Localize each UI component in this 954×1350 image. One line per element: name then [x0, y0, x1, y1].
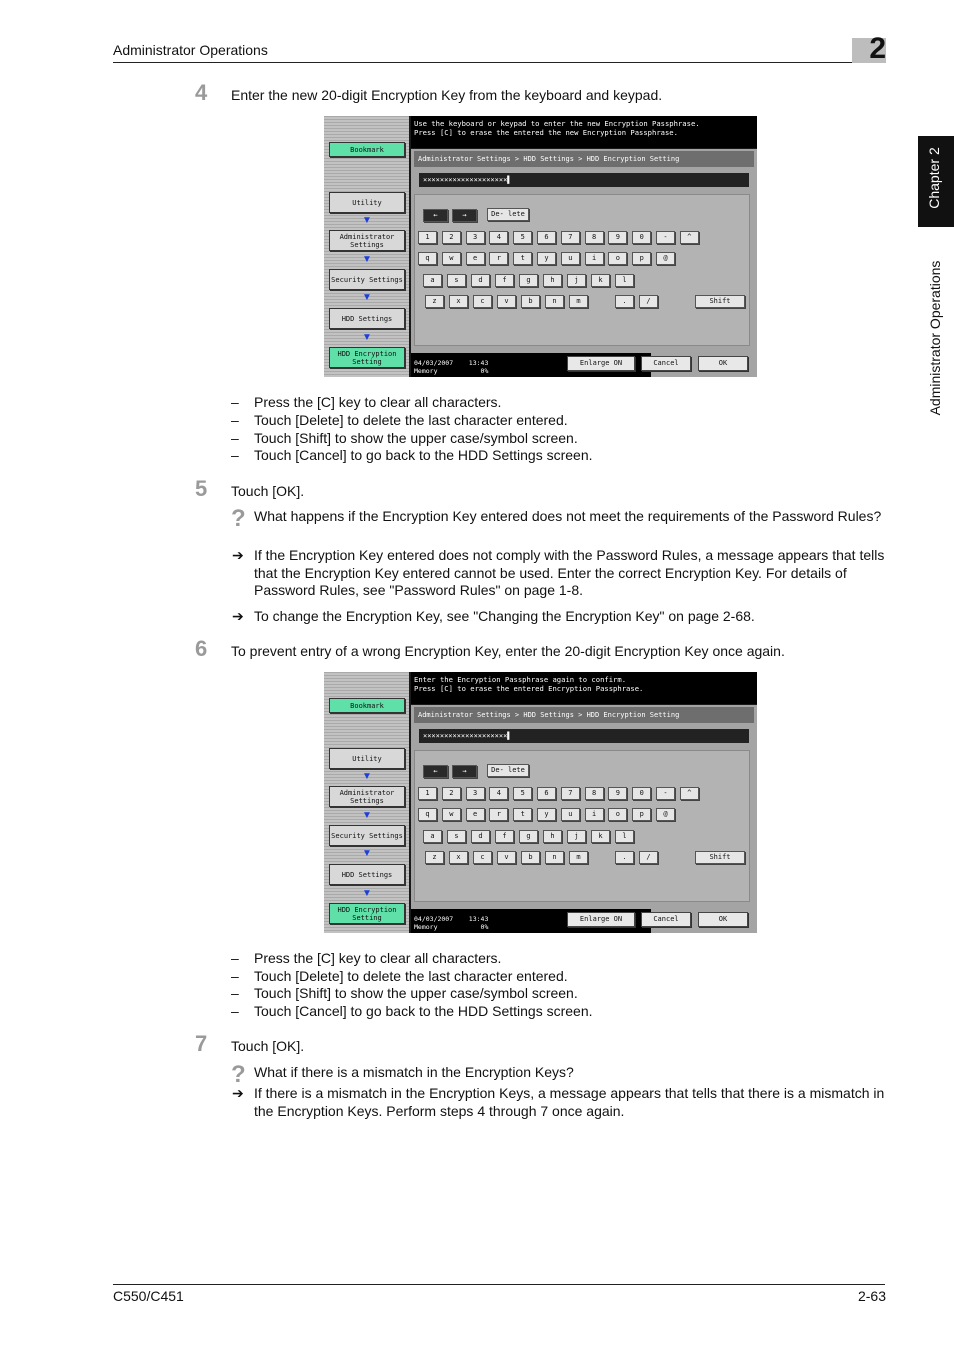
chapter-number: 2: [869, 32, 886, 65]
key-o[interactable]: o: [608, 808, 627, 821]
nav-utility[interactable]: Utility: [329, 192, 405, 213]
key-h[interactable]: h: [543, 830, 562, 843]
key-q[interactable]: q: [418, 252, 437, 265]
dash-bullet: –: [231, 447, 239, 463]
key-w[interactable]: w: [442, 808, 461, 821]
key-l[interactable]: l: [615, 274, 634, 287]
key-v[interactable]: v: [497, 295, 516, 308]
question-icon: ?: [231, 1061, 246, 1088]
nav-security-settings[interactable]: Security Settings: [329, 825, 405, 846]
nav-admin-settings[interactable]: Administrator Settings: [329, 786, 405, 807]
key-z[interactable]: z: [425, 851, 444, 864]
down-arrow-icon: ▼: [362, 771, 372, 782]
key-a[interactable]: a: [423, 274, 442, 287]
question-icon: ?: [231, 505, 246, 532]
down-arrow-icon: ▼: [362, 215, 372, 226]
screenshot-new-key: [324, 116, 757, 377]
key-@[interactable]: @: [656, 252, 675, 265]
arrow-icon: ➔: [232, 608, 244, 624]
down-arrow-icon: ▼: [362, 332, 372, 343]
note-text: Touch [Shift] to show the upper case/symbol screen.: [254, 430, 578, 446]
key-10[interactable]: -: [656, 787, 675, 800]
key-d[interactable]: d: [471, 274, 490, 287]
note-text: Touch [Shift] to show the upper case/symbol screen.: [254, 985, 578, 1001]
enlarge-button[interactable]: Enlarge ON: [567, 912, 635, 927]
key-8[interactable]: 9: [608, 231, 627, 244]
key-t[interactable]: t: [513, 252, 532, 265]
nav-hdd-encryption-setting[interactable]: HDD Encryption Setting: [329, 903, 405, 924]
breadcrumb: Administrator Settings > HDD Settings > HDD Encryption Setting: [414, 151, 754, 167]
key-u[interactable]: u: [561, 252, 580, 265]
key-i[interactable]: i: [585, 252, 604, 265]
dash-bullet: –: [231, 968, 239, 984]
cursor-left-key[interactable]: ←: [423, 765, 448, 778]
note-text: Press the [C] key to clear all characters.: [254, 950, 502, 966]
key-u[interactable]: u: [561, 808, 580, 821]
cursor-right-key[interactable]: →: [452, 765, 477, 778]
header-rule: [113, 62, 885, 63]
ok-button[interactable]: OK: [698, 912, 748, 927]
key-2[interactable]: 3: [466, 787, 485, 800]
enlarge-button[interactable]: Enlarge ON: [567, 356, 635, 371]
key-x[interactable]: x: [449, 851, 468, 864]
nav-hdd-settings[interactable]: HDD Settings: [329, 308, 405, 329]
encryption-key-field[interactable]: ××××××××××××××××××××▌: [419, 173, 749, 187]
key-2[interactable]: 3: [466, 231, 485, 244]
dash-bullet: –: [231, 985, 239, 1001]
step-number: 5: [195, 476, 208, 501]
cancel-button[interactable]: Cancel: [641, 912, 691, 927]
key-j[interactable]: j: [567, 274, 586, 287]
key-7[interactable]: 8: [585, 231, 604, 244]
key-k[interactable]: k: [591, 830, 610, 843]
nav-security-settings[interactable]: Security Settings: [329, 269, 405, 290]
step-text: To prevent entry of a wrong Encryption Key, enter the 20-digit Encryption Key once again.: [231, 643, 785, 659]
delete-button[interactable]: De- lete: [487, 764, 529, 777]
key-w[interactable]: w: [442, 252, 461, 265]
step-text: Touch [OK].: [231, 1038, 305, 1054]
down-arrow-icon: ▼: [362, 888, 372, 899]
status-bar: 04/03/2007 13:43 Memory 0%: [411, 909, 651, 933]
shift-button[interactable]: Shift: [695, 851, 745, 864]
down-arrow-icon: ▼: [362, 292, 372, 303]
screen-main: [411, 705, 757, 933]
key-7[interactable]: 8: [585, 787, 604, 800]
key-9[interactable]: 0: [632, 231, 651, 244]
cancel-button[interactable]: Cancel: [641, 356, 691, 371]
delete-button[interactable]: De- lete: [487, 208, 529, 221]
key-4[interactable]: 5: [513, 231, 532, 244]
key-4[interactable]: 5: [513, 787, 532, 800]
key-n[interactable]: n: [545, 295, 564, 308]
nav-bookmark[interactable]: Bookmark: [329, 698, 405, 713]
nav-admin-settings[interactable]: Administrator Settings: [329, 230, 405, 251]
key-x[interactable]: x: [449, 295, 468, 308]
key-e[interactable]: e: [466, 808, 485, 821]
nav-bookmark[interactable]: Bookmark: [329, 142, 405, 157]
key-1[interactable]: 2: [442, 231, 461, 244]
key-m[interactable]: m: [569, 851, 588, 864]
key-slash[interactable]: /: [639, 851, 658, 864]
key-l[interactable]: l: [615, 830, 634, 843]
note-text: Touch [Delete] to delete the last character entered.: [254, 968, 568, 984]
key-11[interactable]: ^: [680, 787, 699, 800]
cursor-left-key[interactable]: ←: [423, 209, 448, 222]
cursor-right-key[interactable]: →: [452, 209, 477, 222]
faq-question: What happens if the Encryption Key entered does not meet the requirements of the Password Rules?: [254, 508, 882, 524]
down-arrow-icon: ▼: [362, 848, 372, 859]
arrow-icon: ➔: [232, 1085, 244, 1101]
key-i[interactable]: i: [585, 808, 604, 821]
key-d[interactable]: d: [471, 830, 490, 843]
down-arrow-icon: ▼: [362, 254, 372, 265]
key-dot[interactable]: .: [615, 295, 634, 308]
step-text: Touch [OK].: [231, 483, 305, 499]
key-6[interactable]: 7: [561, 231, 580, 244]
encryption-key-field[interactable]: ××××××××××××××××××××▌: [419, 729, 749, 743]
key-0[interactable]: 1: [418, 787, 437, 800]
key-e[interactable]: e: [466, 252, 485, 265]
dash-bullet: –: [231, 412, 239, 428]
key-8[interactable]: 9: [608, 787, 627, 800]
dash-bullet: –: [231, 430, 239, 446]
key-t[interactable]: t: [513, 808, 532, 821]
key-p[interactable]: p: [632, 252, 651, 265]
key-z[interactable]: z: [425, 295, 444, 308]
status-bar: 04/03/2007 13:43 Memory 0%: [411, 353, 651, 377]
chapter-tab-label: Chapter 2: [926, 147, 942, 209]
nav-panel: [324, 672, 409, 933]
nav-hdd-encryption-setting[interactable]: HDD Encryption Setting: [329, 347, 405, 368]
key-y[interactable]: y: [537, 808, 556, 821]
footer-model: C550/C451: [113, 1288, 184, 1304]
note-text: Touch [Cancel] to go back to the HDD Settings screen.: [254, 447, 593, 463]
key-j[interactable]: j: [567, 830, 586, 843]
key-p[interactable]: p: [632, 808, 651, 821]
dash-bullet: –: [231, 950, 239, 966]
note-text: Touch [Delete] to delete the last character entered.: [254, 412, 568, 428]
screen-message: Use the keyboard or keypad to enter the new Encryption Passphrase. Press [C] to erase the entered the new Encryption Passphrase.: [411, 116, 757, 148]
breadcrumb: Administrator Settings > HDD Settings > HDD Encryption Setting: [414, 707, 754, 723]
side-section-label: Administrator Operations: [927, 260, 943, 416]
key-s[interactable]: s: [447, 274, 466, 287]
step-text: Enter the new 20-digit Encryption Key from the keyboard and keypad.: [231, 87, 663, 103]
running-header: Administrator Operations: [113, 42, 268, 58]
key-9[interactable]: 0: [632, 787, 651, 800]
key-y[interactable]: y: [537, 252, 556, 265]
key-f[interactable]: f: [495, 274, 514, 287]
key-k[interactable]: k: [591, 274, 610, 287]
nav-hdd-settings[interactable]: HDD Settings: [329, 864, 405, 885]
ok-button[interactable]: OK: [698, 356, 748, 371]
page-number: 2-63: [857, 1288, 886, 1304]
faq-question: What if there is a mismatch in the Encryption Keys?: [254, 1064, 574, 1080]
key-3[interactable]: 4: [489, 231, 508, 244]
key-11[interactable]: ^: [680, 231, 699, 244]
key-slash[interactable]: /: [639, 295, 658, 308]
nav-panel: [324, 116, 409, 377]
key-g[interactable]: g: [519, 830, 538, 843]
faq-answer: If there is a mismatch in the Encryption Keys, a message appears that tells that there is a mismatch in the Encryption Keys. Perform steps 4 through 7 once again.: [254, 1085, 885, 1119]
screen-main: [411, 149, 757, 377]
key-3[interactable]: 4: [489, 787, 508, 800]
key-o[interactable]: o: [608, 252, 627, 265]
key-r[interactable]: r: [489, 808, 508, 821]
key-c[interactable]: c: [473, 295, 492, 308]
key-10[interactable]: -: [656, 231, 675, 244]
key-6[interactable]: 7: [561, 787, 580, 800]
step-number: 7: [195, 1031, 208, 1056]
key-f[interactable]: f: [495, 830, 514, 843]
note-text: Press the [C] key to clear all characters.: [254, 394, 502, 410]
key-dot[interactable]: .: [615, 851, 634, 864]
arrow-icon: ➔: [232, 547, 244, 563]
dash-bullet: –: [231, 394, 239, 410]
key-0[interactable]: 1: [418, 231, 437, 244]
key-g[interactable]: g: [519, 274, 538, 287]
keyboard-panel: [414, 750, 750, 902]
key-m[interactable]: m: [569, 295, 588, 308]
faq-answer: To change the Encryption Key, see "Changing the Encryption Key" on page 2-68.: [254, 608, 755, 624]
note-text: Touch [Cancel] to go back to the HDD Settings screen.: [254, 1003, 593, 1019]
key-1[interactable]: 2: [442, 787, 461, 800]
key-b[interactable]: b: [521, 295, 540, 308]
key-5[interactable]: 6: [537, 787, 556, 800]
shift-button[interactable]: Shift: [695, 295, 745, 308]
key-q[interactable]: q: [418, 808, 437, 821]
key-n[interactable]: n: [545, 851, 564, 864]
key-h[interactable]: h: [543, 274, 562, 287]
key-a[interactable]: a: [423, 830, 442, 843]
footer-rule: [113, 1284, 885, 1285]
key-s[interactable]: s: [447, 830, 466, 843]
down-arrow-icon: ▼: [362, 810, 372, 821]
keyboard-panel: [414, 194, 750, 346]
key-5[interactable]: 6: [537, 231, 556, 244]
faq-answer: If the Encryption Key entered does not comply with the Password Rules, a message appears that tells that the Encryption Key entered cannot be used. Enter the correct Encryption Key. For details of Password Rules, see "Password Rules" on page 1-8.: [254, 547, 885, 598]
screen-message: Enter the Encryption Passphrase again to confirm. Press [C] to erase the entered Encryption Passphrase.: [411, 672, 757, 704]
dash-bullet: –: [231, 1003, 239, 1019]
key-@[interactable]: @: [656, 808, 675, 821]
key-c[interactable]: c: [473, 851, 492, 864]
nav-utility[interactable]: Utility: [329, 748, 405, 769]
key-v[interactable]: v: [497, 851, 516, 864]
key-r[interactable]: r: [489, 252, 508, 265]
step-number: 6: [195, 636, 208, 661]
key-b[interactable]: b: [521, 851, 540, 864]
screenshot-confirm-key: [324, 672, 757, 933]
step-number: 4: [195, 80, 208, 105]
